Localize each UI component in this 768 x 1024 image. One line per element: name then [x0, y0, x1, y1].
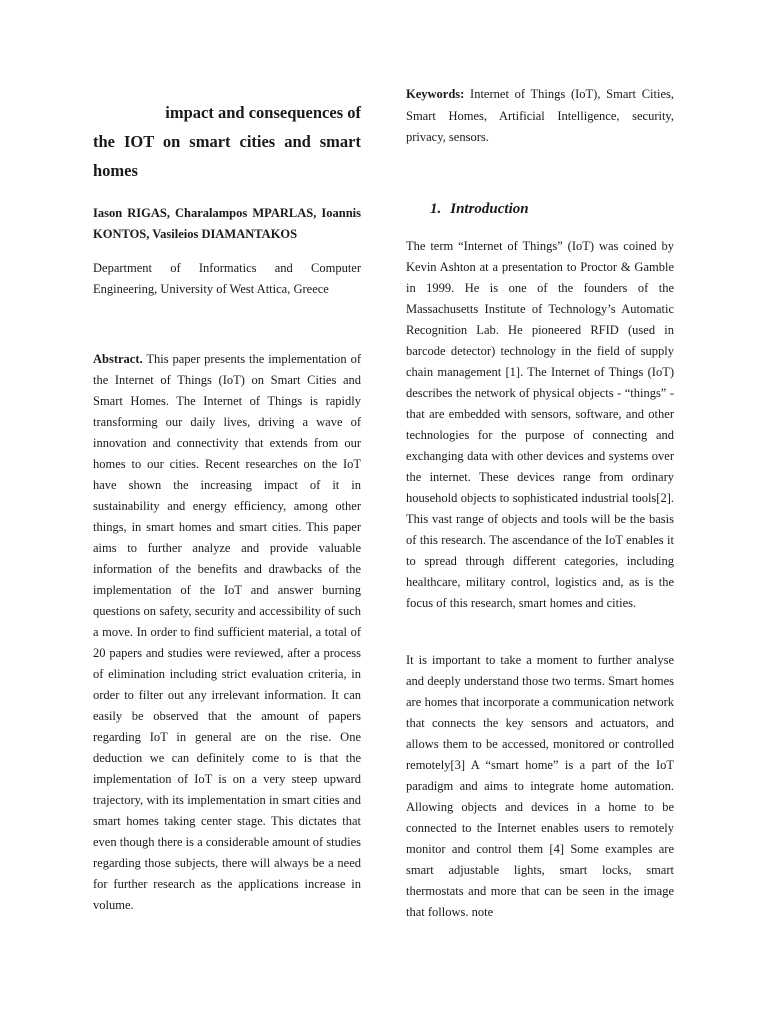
affiliation: Department of Informatics and Computer Engineering, University of West Attica, Greece — [93, 261, 361, 296]
abstract-label: Abstract. — [93, 352, 143, 366]
title-line-1: impact and consequences of — [165, 103, 361, 122]
section-title: Introduction — [450, 201, 529, 217]
title-line-3: homes — [93, 161, 138, 180]
intro-paragraph-2: It is important to take a moment to further analyse and deeply understand those two terms. Smart homes are homes that incorporate a communication network that connects the key sensors and actuators, and allows them to be accessed, monitored or controlled remotely[3] A “smart home” is a part of the IoT paradigm and aims to integrate home automation. Allowing objects and devices in a home to be connected to the Internet enables users to remotely monitor and control them [4] Some examples are smart adjustable lights, smart locks, smart thermostats and more that can be seen in the image that follows. note — [406, 653, 674, 919]
keywords-text: Internet of Things (IoT), Smart Cities, Smart Homes, Artificial Intelligence, security, privacy, sensors. — [406, 87, 675, 144]
section-number: 1. — [430, 201, 442, 217]
title-line-2: the IOT on smart cities and smart — [93, 132, 361, 151]
keywords-label: Keywords: — [406, 87, 465, 101]
paper-title — [93, 98, 361, 185]
section-heading-introduction — [430, 199, 529, 219]
author-list: Iason RIGAS, Charalampos MPARLAS, Ioannis KONTOS, Vasileios DIAMANTAKOS — [93, 206, 361, 241]
intro-paragraph-1: The term “Internet of Things” (IoT) was coined by Kevin Ashton at a presentation to Proctor & Gamble in 1999. He is one of the founders of the Massachusetts Institute of Technology’s Automatic Recognition Lab. He pioneered RFID (used in barcode detector) technology in the field of supply chain management [1]. The Internet of Things (IoT) describes the network of physical objects - “things” - that are embedded with sensors, software, and other technologies for the purpose of connecting and exchanging data with other devices and systems over the internet. These devices range from ordinary household objects to sophisticated industrial tools[2]. This vast range of objects and tools will be the basis of this research. The ascendance of the IoT enables it to spread through different categories, including healthcare, military control, logistics and, as is the focus of this research, smart homes and cities. — [406, 239, 674, 610]
abstract — [93, 349, 361, 916]
abstract-text: This paper presents the implementation of the Internet of Things (IoT) on Smart Cities and Smart Homes. The Internet of Things is rapidly transforming our daily lives, driving a wave of innovation and connectivity that extends from our homes to our cities. Recent researches on the IoT have shown the increasing impact of it in sustainability and energy efficiency, among other things, in smart homes and smart cities. This paper aims to further analyze and provide valuable information of the benefits and drawbacks of the implementation of the IoT and answer burning questions on safety, security and accessibility of such a move. In order to find sufficient material, a total of 20 papers and studies were reviewed, after a process of elimination including strict evaluation criteria, in order to filter out any irrelevant information. It can easily be observed that the amount of papers regarding IoT in general are on the rise. One deduction we can definitely come to is that the implementation of IoT is on a very steep upward trajectory, with its implementation in smart cities and smart homes taking center stage. This dictates that even though there is a considerable amount of studies regarding those subjects, there will always be a need for further research as the applications increase in volume. — [93, 352, 361, 912]
keywords — [406, 84, 674, 149]
